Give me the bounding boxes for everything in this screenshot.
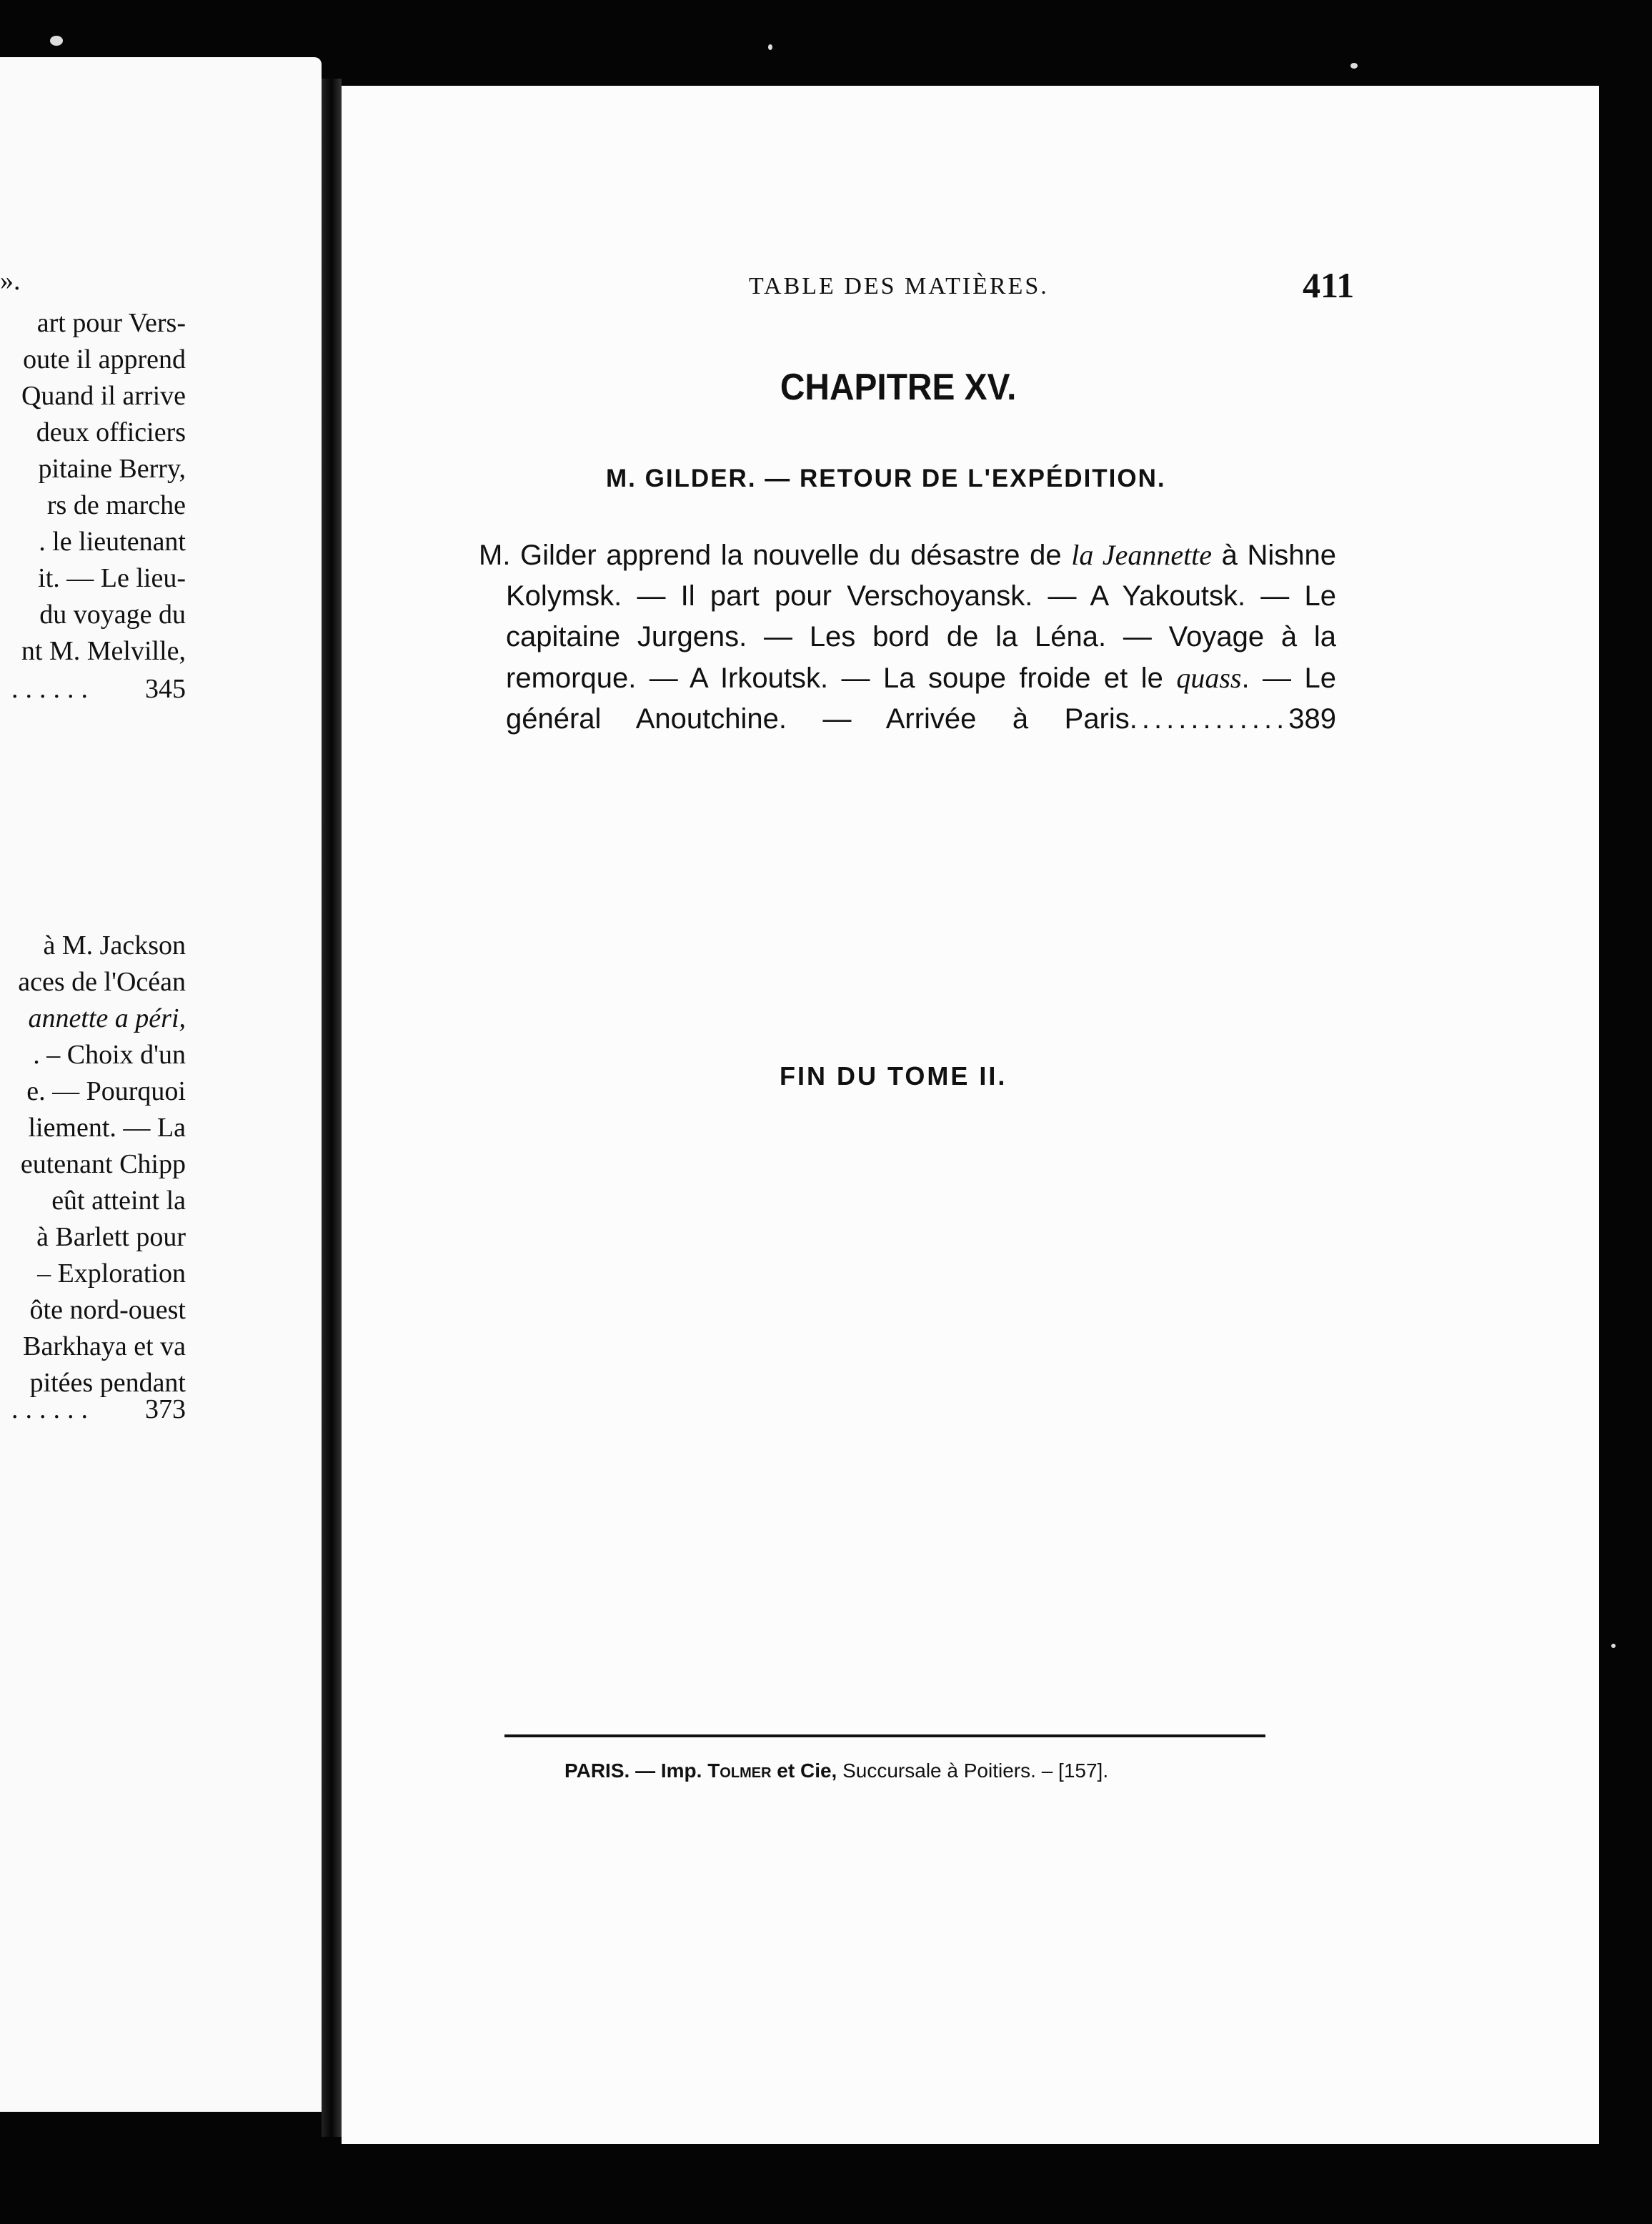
right-page: [342, 86, 1599, 2144]
summary-text: Kolymsk. — Il part pour Verschoyansk. — A Yakoutsk. — Le: [506, 580, 1336, 612]
summary-page-ref: 389: [1288, 703, 1336, 735]
printer-imprint: [564, 1759, 1108, 1782]
scan-speck: [50, 36, 63, 46]
summary-text: M. Gilder apprend la nouvelle du désastre de: [479, 540, 1072, 571]
left-line: deux officiers: [36, 417, 186, 447]
end-of-volume: FIN DU TOME II.: [780, 1061, 1007, 1091]
page-ref: 345: [145, 674, 186, 704]
imprint-company: et Cie,: [777, 1759, 837, 1782]
imprint-dash: —: [635, 1759, 656, 1782]
left-line: aces de l'Océan: [18, 967, 186, 997]
left-line: nt M. Melville,: [21, 636, 186, 666]
left-line: annette a péri,: [28, 1003, 186, 1033]
left-fragment-top: [0, 263, 186, 670]
summary-line: [479, 535, 1336, 576]
left-line: liement. — La: [28, 1113, 186, 1143]
left-page-ref-top: [11, 673, 186, 705]
left-line: oute il apprend: [23, 344, 186, 374]
left-line: it. — Le lieu-: [38, 563, 186, 593]
scan-speck: [768, 44, 772, 50]
imprint-rule: [504, 1734, 1265, 1737]
summary-line: [479, 657, 1336, 699]
left-fragment-bottom: [18, 928, 186, 1401]
left-line: rs de marche: [46, 490, 186, 520]
left-line: . – Choix d'un: [33, 1040, 186, 1070]
imprint-branch: Succursale à Poitiers.: [842, 1759, 1036, 1782]
imprint-printer: Tolmer: [707, 1759, 772, 1782]
leader-dots: .............: [1129, 703, 1289, 735]
leader-dots: ......: [11, 1394, 95, 1424]
leader-dots: ......: [11, 674, 95, 704]
page-number: 411: [1303, 265, 1355, 305]
left-line: art pour Vers-: [36, 308, 186, 338]
chapter-title: CHAPITRE XV.: [780, 367, 1017, 408]
scan-speck: [1611, 1644, 1616, 1648]
summary-text: . — Le: [1241, 662, 1336, 694]
summary-text: à Nishne: [1212, 540, 1337, 571]
left-line: à Barlett pour: [36, 1222, 186, 1252]
left-line: – Exploration: [37, 1259, 186, 1289]
left-line: . le lieutenant: [39, 527, 186, 557]
left-line: pitées pendant: [29, 1368, 186, 1398]
summary-text: général Anoutchine. — Arrivée à Paris: [506, 703, 1130, 735]
running-head: TABLE DES MATIÈRES.: [749, 273, 1049, 299]
left-line: ».: [0, 266, 21, 296]
summary-italic: quass: [1176, 662, 1242, 694]
left-line: eût atteint la: [51, 1186, 186, 1216]
left-line: e. — Pourquoi: [26, 1076, 186, 1106]
left-line: à M. Jackson: [43, 930, 186, 960]
summary-line: [479, 576, 1336, 617]
left-page: [0, 57, 322, 2112]
summary-text: capitaine Jurgens. — Les bord de la Léna. — Voyage à la: [506, 621, 1336, 652]
book-gutter: [322, 79, 342, 2137]
summary-text: remorque. — A Irkoutsk. — La soupe froide et le: [506, 662, 1177, 694]
scan-speck: [1350, 63, 1358, 69]
left-line: du voyage du: [39, 600, 186, 630]
summary-italic: la Jeannette: [1071, 539, 1213, 571]
summary-line: [479, 617, 1336, 657]
left-line: Barkhaya et va: [23, 1331, 186, 1361]
left-line: pitaine Berry,: [38, 454, 186, 484]
summary-line: [479, 699, 1336, 740]
left-line: eutenant Chipp: [20, 1149, 186, 1179]
chapter-summary: [479, 535, 1336, 740]
left-page-ref-bottom: [11, 1394, 186, 1425]
left-line: Quand il arrive: [21, 381, 186, 411]
imprint-city: PARIS.: [564, 1759, 630, 1782]
imprint-code: – [157].: [1041, 1759, 1109, 1782]
imprint-imp: Imp.: [660, 1759, 702, 1782]
chapter-subtitle: M. GILDER. — RETOUR DE L'EXPÉDITION.: [606, 465, 1166, 492]
page-ref: 373: [145, 1394, 186, 1424]
left-line: ôte nord-ouest: [29, 1295, 186, 1325]
